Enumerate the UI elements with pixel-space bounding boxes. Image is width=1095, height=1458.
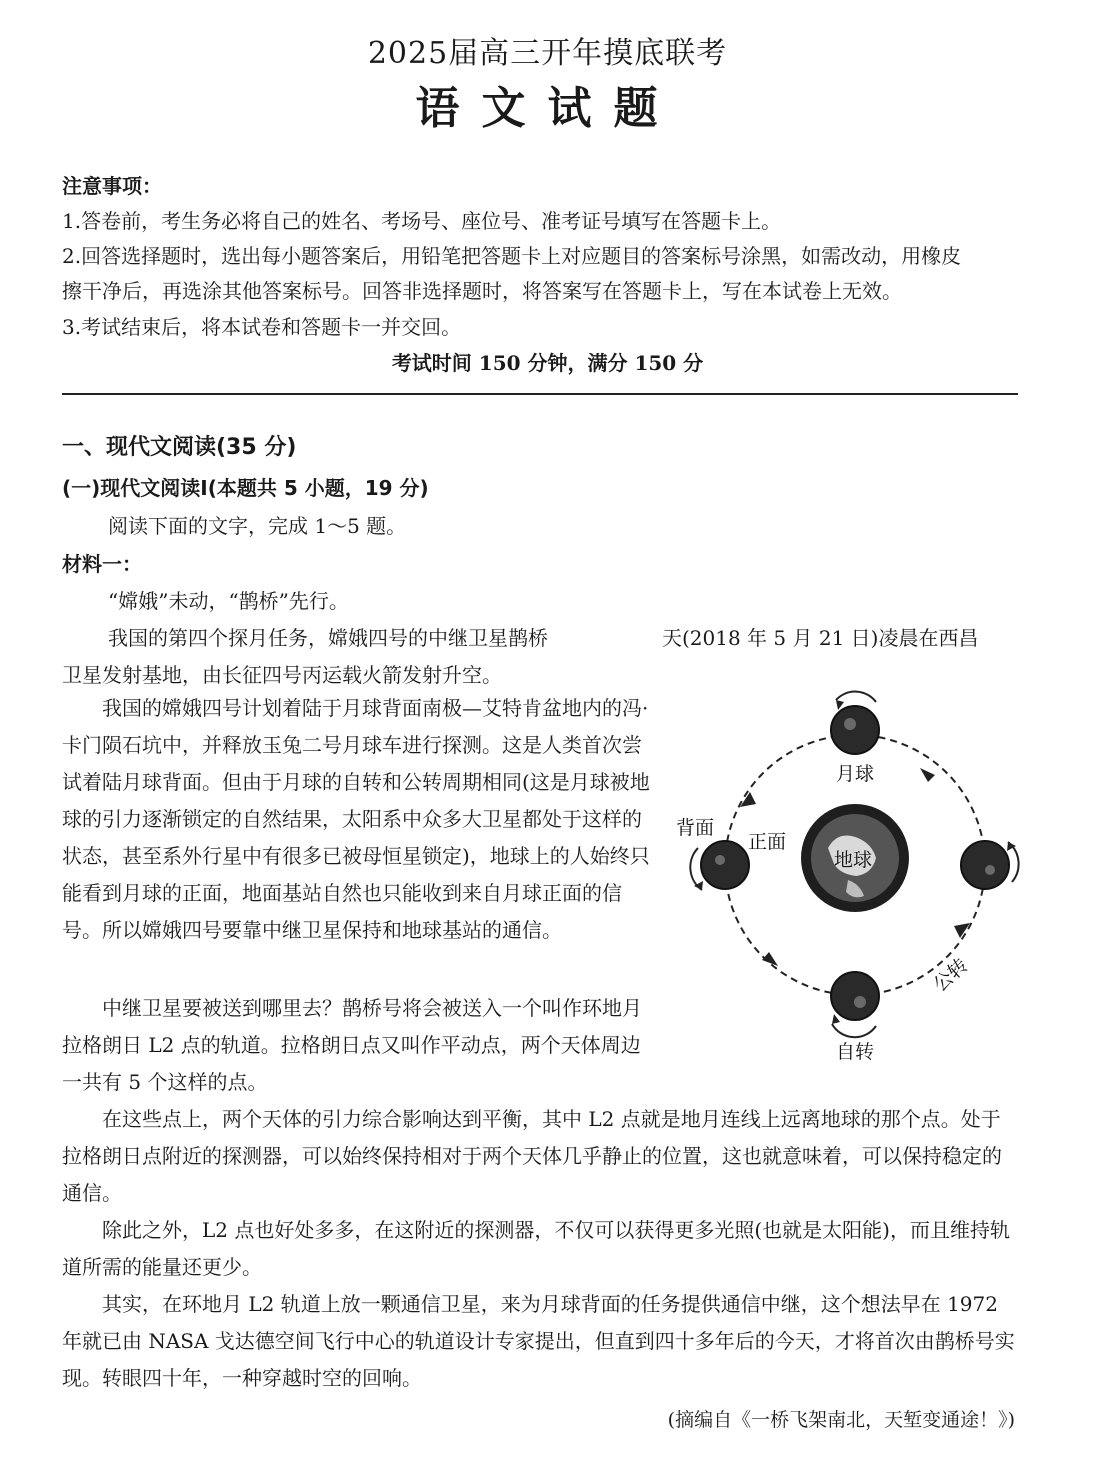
notice-item-1: 1.答卷前，考生务必将自己的姓名、考场号、座位号、准考证号填写在答题卡上。: [62, 209, 782, 233]
earth-label: 地球: [834, 849, 873, 871]
orbit-arrow-upper-right: [920, 768, 935, 782]
notice-item-2-line-2: 擦干净后，再选涂其他答案标号。回答非选择题时，将答案写在答题卡上，写在本试卷上无效。: [62, 279, 902, 303]
paragraph-1: “嫦娥”未动，“鹊桥”先行。: [108, 589, 349, 613]
moon-bottom-crater: [854, 996, 866, 1008]
paragraph-2-left: 我国的第四个探月任务，嫦娥四号的中继卫星鹊桥: [108, 626, 548, 650]
paragraph-3: 我国的嫦娥四号计划着陆于月球背面南极—艾特肯盆地内的冯·卡门陨石坑中，并释放玉兔二号月球车进行探测。这是人类首次尝试着陆月球背面。但由于月球的自转和公转周期相同(这是月球被地球的引力逐渐锁定的自然结果，太阳系中众多大卫星都处于这样的状态，甚至系外行星中有很多已被母恒星锁定)，地球上的人始终只能看到月球的正面，地面基站自然也只能收到来自月球正面的信号。所以嫦娥四号要靠中继卫星保持和地球基站的通信。: [62, 696, 650, 942]
exam-title: 2025届高三开年摸底联考: [367, 36, 728, 71]
notice-item-2-line-1: 2.回答选择题时，选出每小题答案后，用铅笔把答题卡上对应题目的答案标号涂黑，如需改动，用橡皮: [62, 244, 962, 268]
moon-bottom-icon: [831, 972, 879, 1020]
moon-label: 月球: [836, 763, 875, 785]
divider: [62, 393, 1018, 395]
rotation-arrow-top: [836, 692, 876, 702]
orbit-arrow-lower-left: [762, 952, 778, 966]
paragraph-4: 中继卫星要被送到哪里去？鹊桥号将会被送入一个叫作环地月拉格朗日 L2 点的轨道。拉格朗日点又叫作平动点，两个天体周边一共有 5 个这样的点。: [62, 996, 642, 1094]
rotation-arrow-bottom: [832, 1024, 876, 1037]
paragraph-5: 在这些点上，两个天体的引力综合影响达到平衡，其中 L2 点就是地月连线上远离地球的那个点。处于拉格朗日点附近的探测器，可以始终保持相对于两个天体几乎静止的位置，这也就意味着，可以保持稳定的通信。: [62, 1107, 1002, 1205]
orbit-arrow-lower-right: [954, 923, 970, 938]
material-label: 材料一：: [62, 552, 142, 576]
moon-left-icon: [701, 841, 749, 889]
front-label: 正面: [748, 831, 787, 853]
section-heading: 一、现代文阅读(35 分): [62, 435, 297, 460]
moon-right-icon: [961, 841, 1009, 889]
notice-item-3: 3.考试结束后，将本试卷和答题卡一并交回。: [62, 315, 462, 339]
revolution-label: 公转: [929, 954, 973, 997]
paragraph-2-right: 天(2018 年 5 月 21 日)凌晨在西昌: [662, 626, 979, 650]
notice-heading: 注意事项：: [62, 174, 162, 198]
moon-left-crater: [715, 855, 725, 865]
rotation-arrow-bottom-head: [832, 1014, 840, 1024]
orbit-arrow-upper-left: [740, 792, 756, 807]
subject-title: 语文试题: [415, 83, 680, 134]
paragraph-2-line-2: 卫星发射基地，由长征四号丙运载火箭发射升空。: [62, 663, 502, 687]
rotation-label: 自转: [836, 1041, 875, 1063]
moon-right-crater: [985, 865, 995, 875]
source-citation: (摘编自《一桥飞架南北，天堑变通途！》): [667, 1409, 1015, 1431]
moon-orbit-diagram: [670, 680, 1030, 1070]
moon-top-crater: [844, 718, 856, 730]
back-label: 背面: [676, 817, 715, 839]
paragraph-6: 除此之外，L2 点也好处多多，在这附近的探测器，不仅可以获得更多光照(也就是太阳能)，而且维持轨道所需的能量还更少。: [62, 1218, 1010, 1279]
paragraph-7: 其实，在环地月 L2 轨道上放一颗通信卫星，来为月球背面的任务提供通信中继，这个想法早在 1972 年就已由 NASA 戈达德空间飞行中心的轨道设计专家提出，但直到四十多年后的今天，才将首次由鹊桥号实现。转眼四十年，一种穿越时空的回响。: [62, 1292, 1015, 1390]
sub-heading: (一)现代文阅读Ⅰ(本题共 5 小题，19 分): [62, 476, 429, 500]
time-score: 考试时间 150 分钟，满分 150 分: [391, 351, 704, 375]
instruction: 阅读下面的文字，完成 1～5 题。: [108, 514, 407, 538]
moon-top-icon: [831, 706, 879, 754]
